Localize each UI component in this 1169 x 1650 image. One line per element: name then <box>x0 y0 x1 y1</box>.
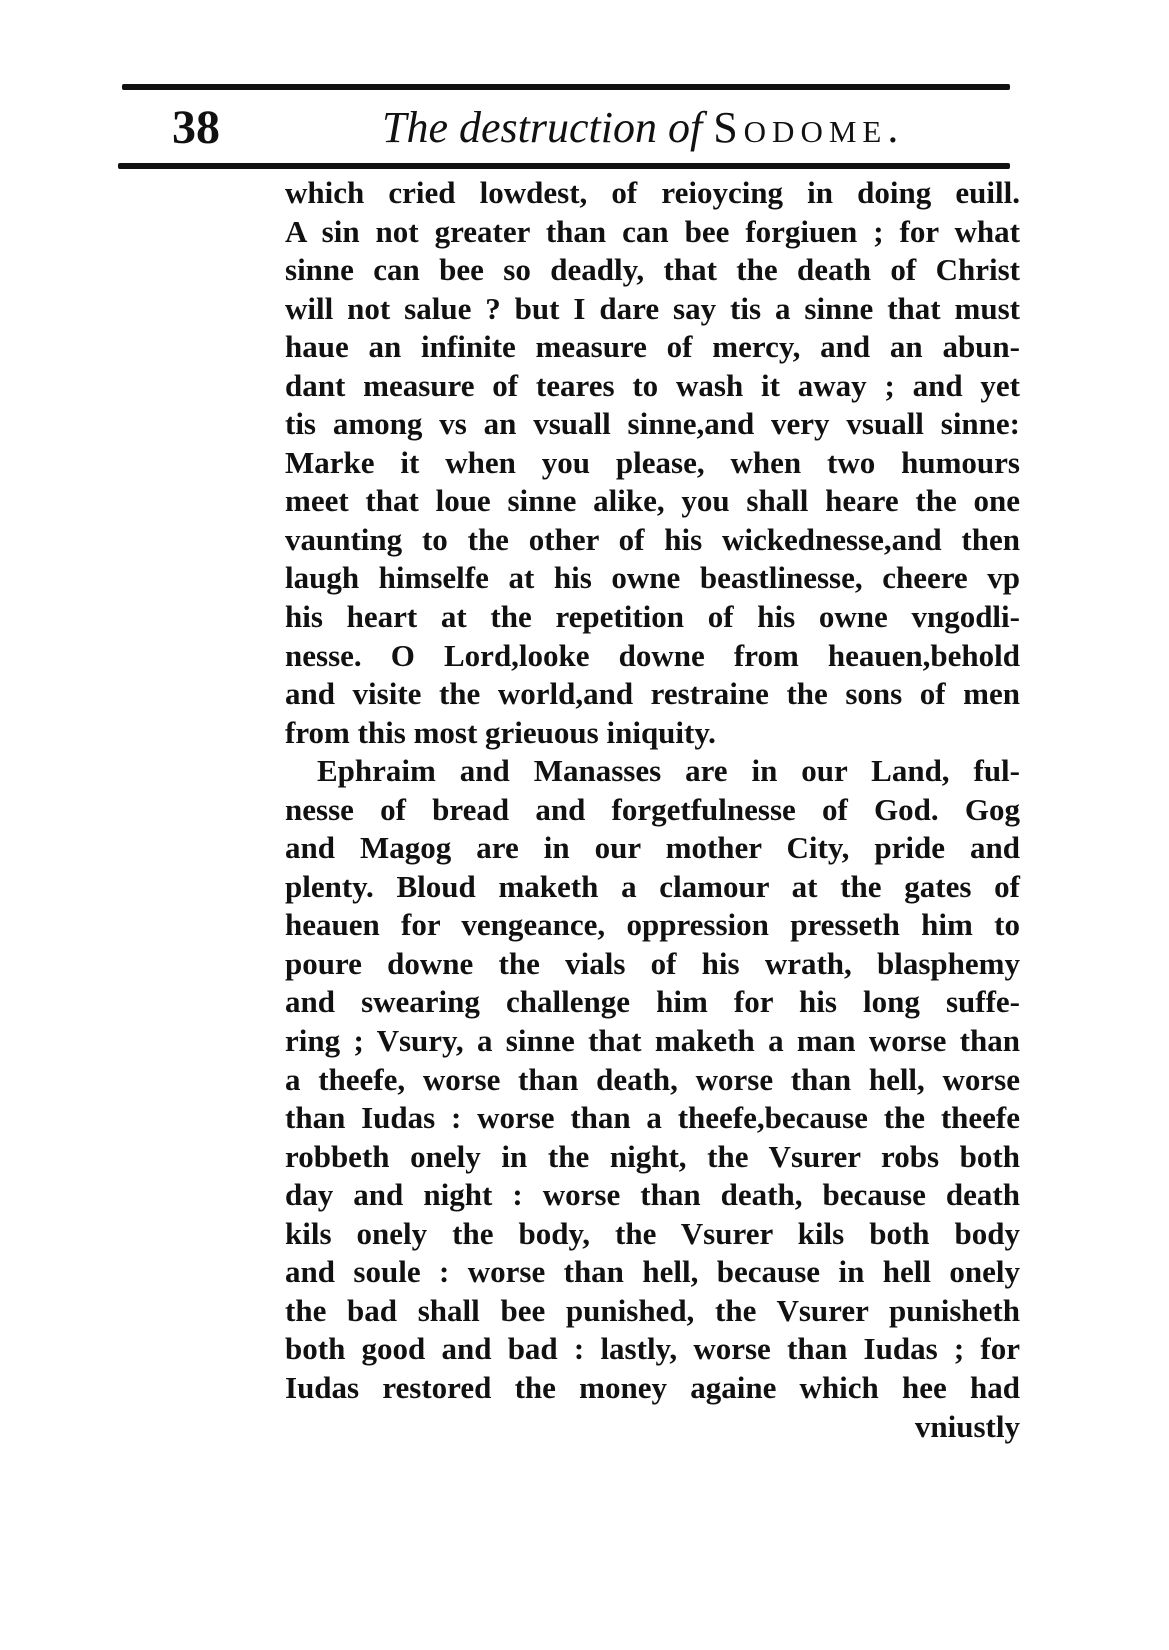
running-head <box>382 95 904 161</box>
body-text <box>285 174 1020 1446</box>
text-line: poure downe the vials of his wrath, blasphemy <box>285 945 1020 981</box>
text-line: meet that loue sinne alike, you shall heare the one <box>285 483 1020 519</box>
text-line: Iudas restored the money againe which hee had <box>285 1369 1020 1405</box>
text-line: the bad shall bee punished, the Vsurer punisheth <box>285 1292 1020 1328</box>
page-number: 38 <box>172 101 220 154</box>
text-line: sinne can bee so deadly, that the death of Christ <box>285 252 1020 288</box>
text-line: from this most grieuous iniquity. <box>285 714 716 750</box>
text-line: plenty. Bloud maketh a clamour at the gates of <box>285 868 1020 904</box>
top-rule <box>122 84 1010 90</box>
text-line: robbeth onely in the night, the Vsurer robs both <box>285 1138 1020 1174</box>
running-head-prefix: The destruction of <box>382 103 703 152</box>
text-line: Ephraim and Manasses are in our Land, ful- <box>317 753 1020 789</box>
text-line: a theefe, worse than death, worse than hell, worse <box>285 1061 1020 1097</box>
header-rule <box>118 163 1010 169</box>
text-line: vaunting to the other of his wickednesse,and then <box>285 521 1020 557</box>
text-line: haue an infinite measure of mercy, and an abun- <box>285 329 1020 365</box>
text-line: nesse. O Lord,looke downe from heauen,behold <box>285 637 1020 673</box>
text-line: which cried lowdest, of reioycing in doing euill. <box>285 175 1020 210</box>
text-line: and Magog are in our mother City, pride and <box>285 830 1020 866</box>
text-line: and soule : worse than hell, because in hell onely <box>285 1254 1020 1290</box>
text-line: dant measure of teares to wash it away ; and yet <box>285 367 1020 403</box>
text-line: his heart at the repetition of his owne vngodli- <box>285 599 1020 635</box>
text-line: ring ; Vsury, a sinne that maketh a man worse than <box>285 1023 1020 1059</box>
text-line: both good and bad : lastly, worse than Iudas ; for <box>285 1331 1020 1367</box>
text-line: A sin not greater than can bee forgiuen ; for what <box>285 213 1020 249</box>
text-line: Marke it when you please, when two humours <box>285 444 1020 480</box>
text-line: laugh himselfe at his owne beastlinesse, cheere vp <box>285 560 1020 596</box>
text-line: than Iudas : worse than a theefe,because the theefe <box>285 1100 1020 1136</box>
text-line: and swearing challenge him for his long suffe- <box>285 984 1020 1020</box>
text-line: heauen for vengeance, oppression presseth him to <box>285 907 1020 943</box>
text-line: and visite the world,and restraine the sons of men <box>285 676 1020 712</box>
catchword: vniustly <box>914 1408 1020 1444</box>
text-line: nesse of bread and forgetfulnesse of God. Gog <box>285 791 1020 827</box>
text-line: will not salue ? but I dare say tis a sinne that must <box>285 290 1020 326</box>
text-line: kils onely the body, the Vsurer kils both body <box>285 1215 1020 1251</box>
text-line: tis among vs an vsuall sinne,and very vsuall sinne: <box>285 406 1020 442</box>
page-header <box>0 95 1169 161</box>
text-line: day and night : worse than death, because death <box>285 1177 1020 1213</box>
running-head-name: Sodome. <box>713 103 905 152</box>
